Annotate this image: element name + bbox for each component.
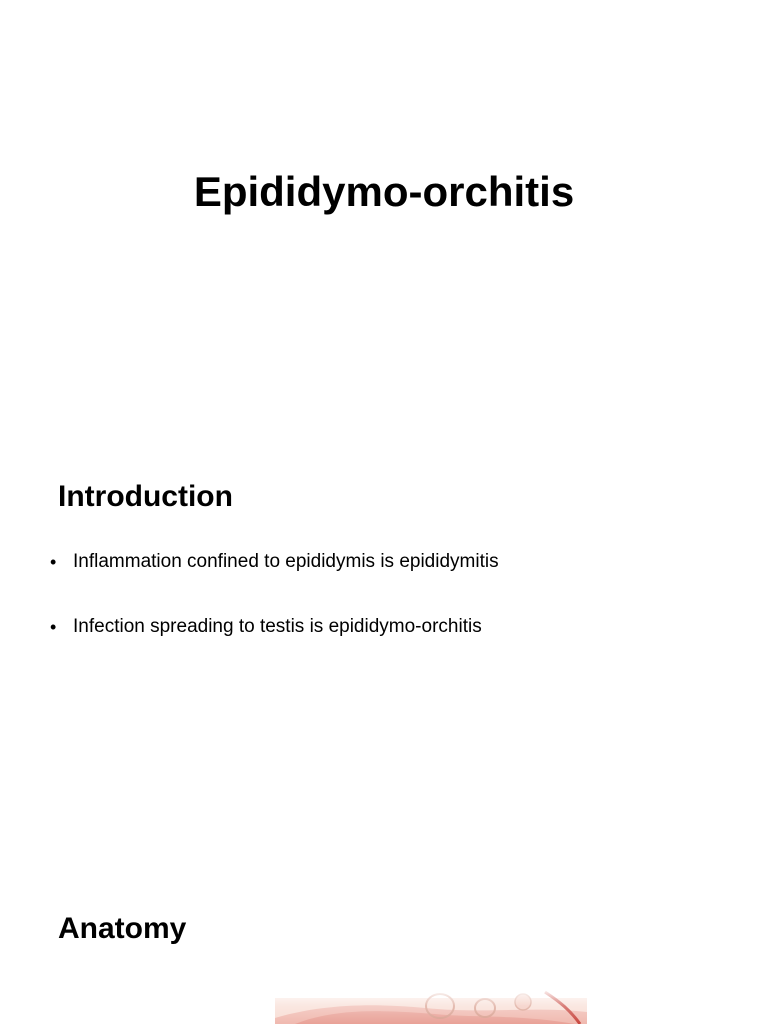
bullet-text: Inflammation confined to epididymis is epididymitis [73, 551, 499, 572]
bullet-dot-icon: • [50, 617, 57, 637]
introduction-slide [0, 470, 768, 690]
anatomy-illustration-graphic [275, 988, 587, 1024]
introduction-bullet-list [50, 550, 499, 680]
introduction-heading: Introduction [58, 480, 233, 513]
slide-title: Epididymo-orchitis [193, 168, 575, 215]
anatomy-slide [0, 900, 768, 1024]
anatomy-heading: Anatomy [58, 912, 187, 945]
bullet-item [50, 550, 499, 615]
title-slide [0, 0, 768, 300]
anatomy-illustration [275, 988, 587, 1024]
bullet-dot-icon: • [50, 552, 57, 572]
bullet-item [50, 615, 499, 680]
bullet-text: Infection spreading to testis is epididymo-orchitis [73, 616, 482, 637]
